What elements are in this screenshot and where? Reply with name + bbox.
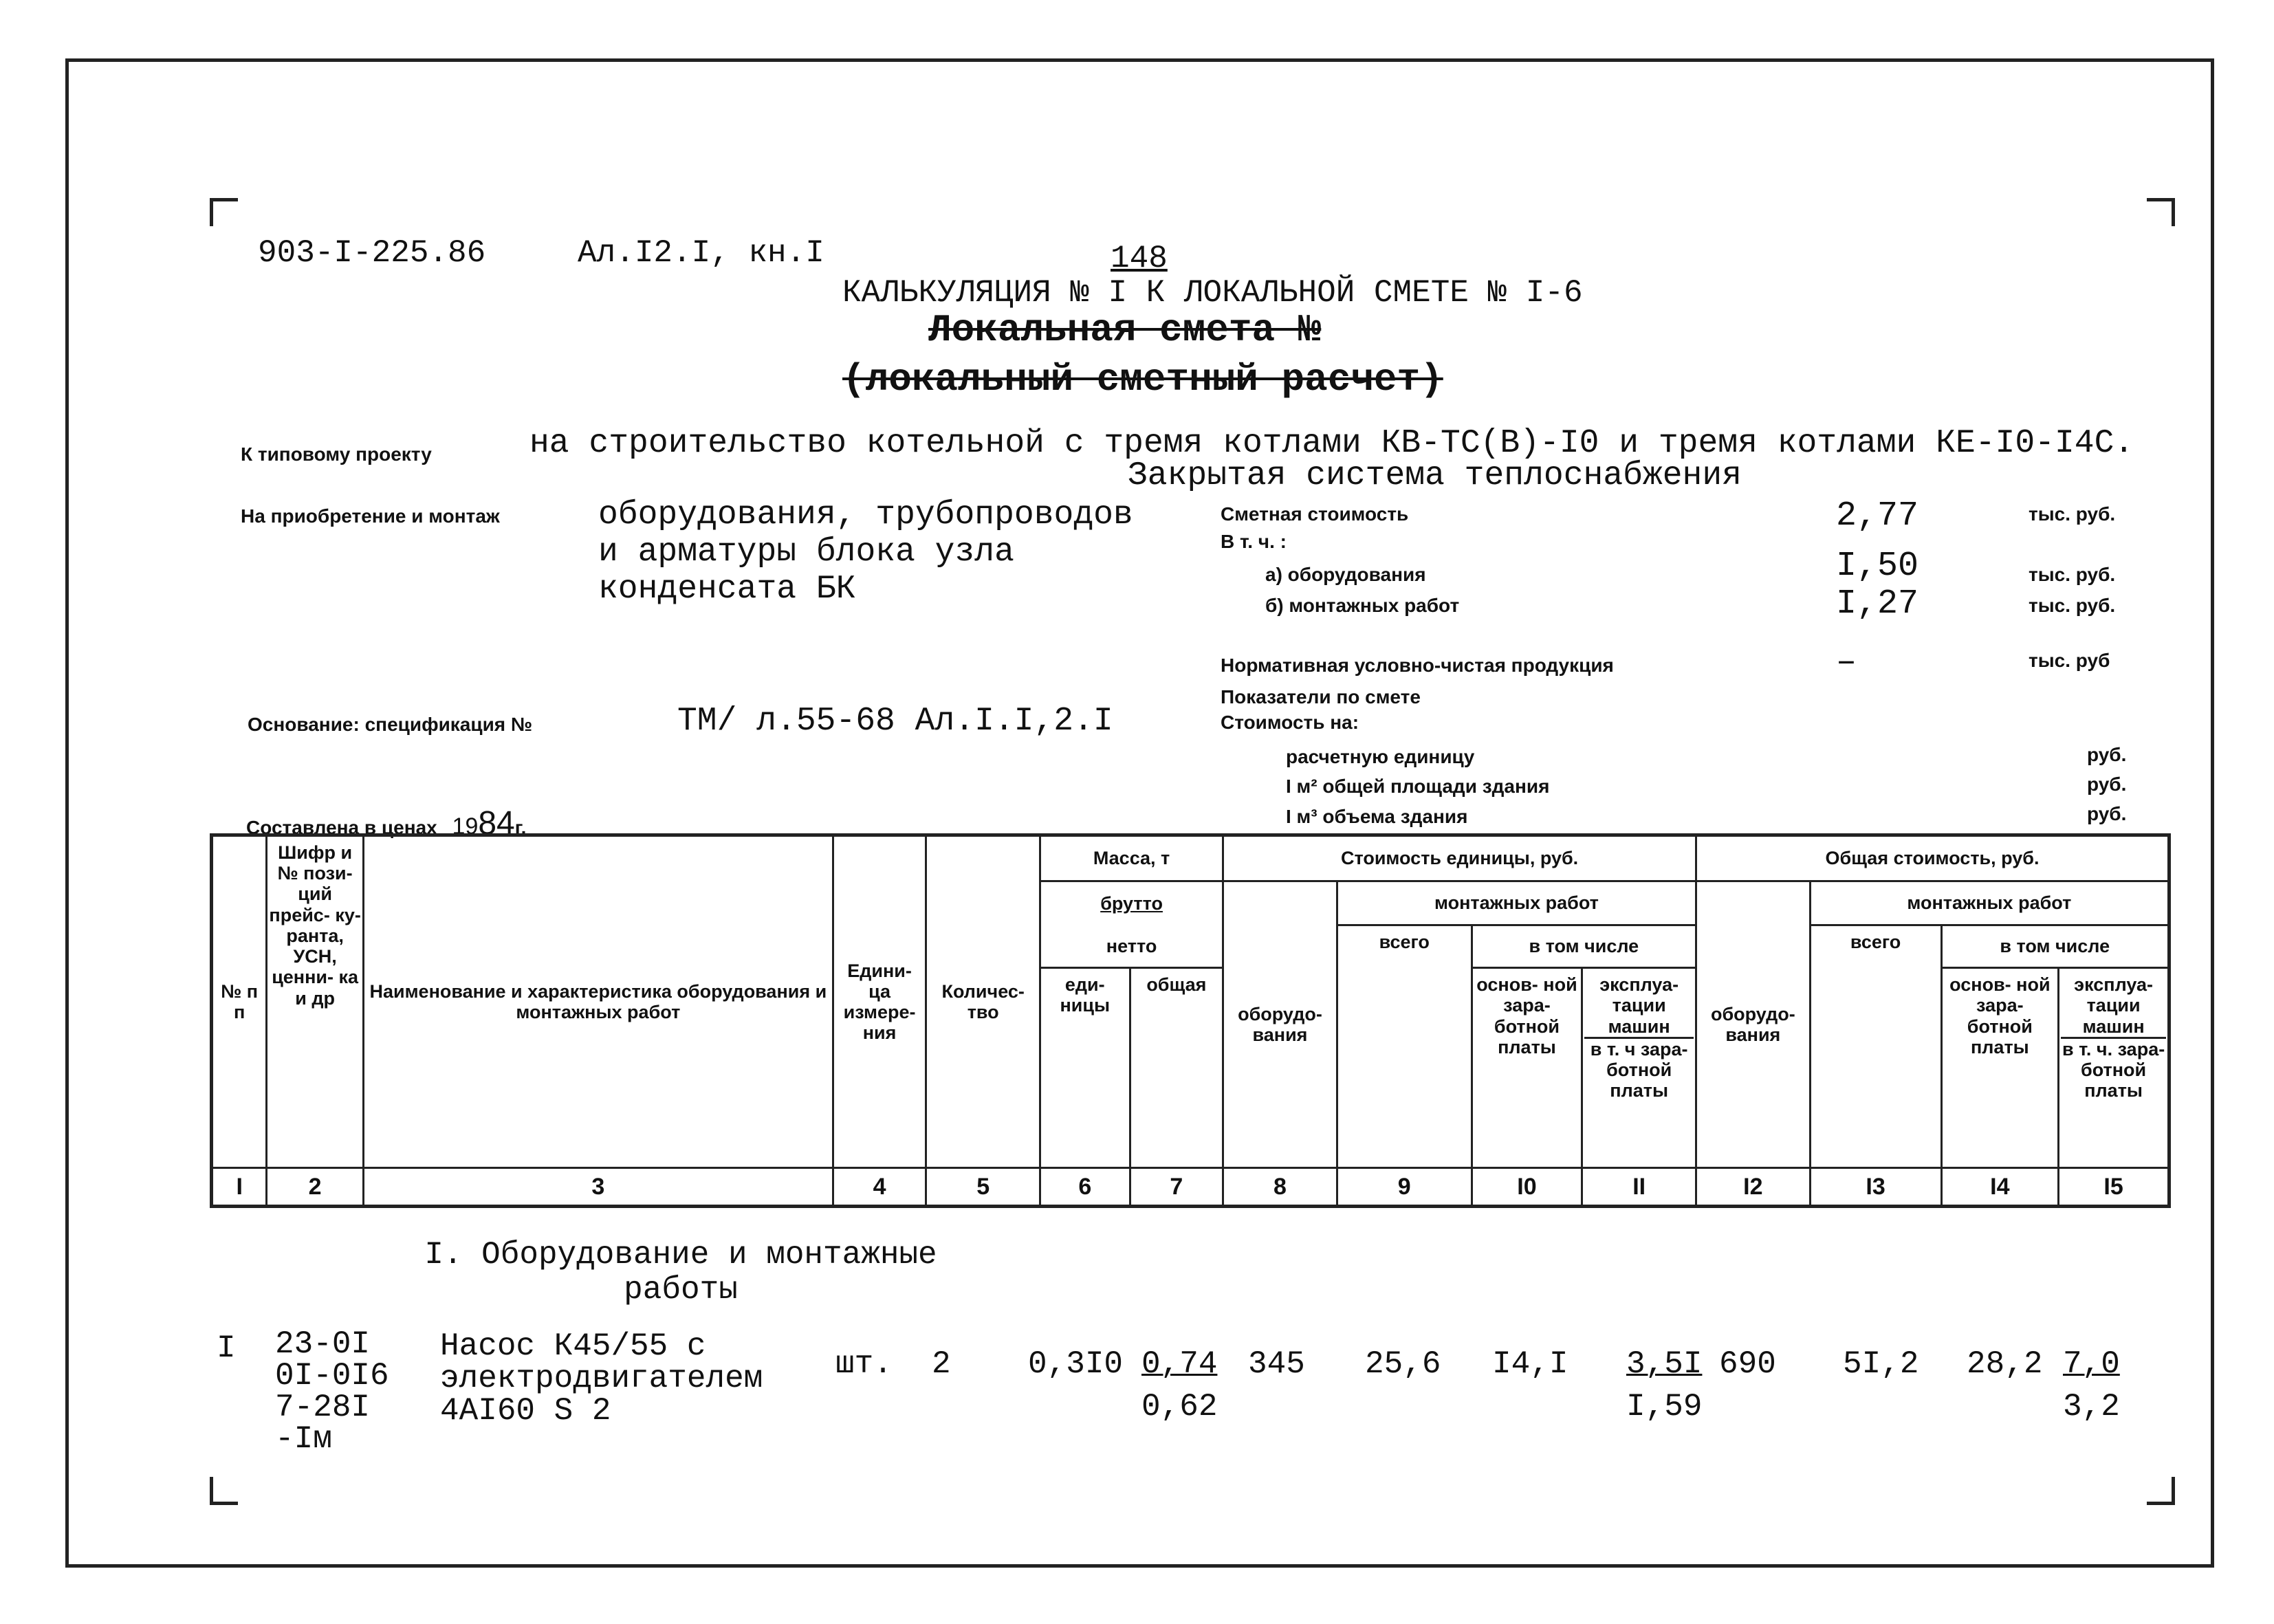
th-total-machines-wages: в т. ч. зара- ботной платы	[2062, 1038, 2165, 1101]
row-unit-install-all: 25,6	[1365, 1346, 1441, 1382]
column-number: 9	[1337, 1168, 1472, 1207]
row-code-1: 23-0I	[275, 1326, 371, 1362]
row-unit-machines: 3,5I	[1626, 1346, 1703, 1382]
th-unit-equipment: оборудо- вания	[1223, 881, 1337, 1168]
column-number: 5	[926, 1168, 1040, 1207]
th-total-machines-text: эксплуа- тации машин	[2061, 974, 2166, 1039]
column-number: 8	[1223, 1168, 1337, 1207]
section-title-line-2: работы	[624, 1271, 738, 1308]
equipment-cost-value: I,50	[1836, 547, 1919, 586]
row-code-3: 7-28I	[275, 1390, 371, 1425]
column-number: I2	[1696, 1168, 1811, 1207]
estimated-cost-unit: тыс. руб.	[2029, 503, 2116, 525]
th-unit-wages: основ- ной зара- ботной платы	[1472, 968, 1582, 1168]
per-area-label: I м² общей площади здания	[1286, 776, 1550, 797]
column-number: II	[1582, 1168, 1696, 1207]
per-unit-rub: руб.	[2087, 744, 2127, 765]
row-name-1: Насос К45/55 с	[440, 1328, 706, 1364]
doc-code: 903-I-225.86	[258, 235, 486, 271]
row-mass-total-net: 0,62	[1141, 1389, 1218, 1425]
cost-per-label: Стоимость на:	[1221, 712, 1359, 733]
estimated-cost-label: Сметная стоимость	[1221, 503, 1409, 525]
normative-value: –	[1836, 643, 1857, 682]
corner-mark-bottom-left	[210, 1477, 238, 1505]
install-cost-value: I,27	[1836, 584, 1919, 624]
section-title	[406, 1238, 956, 1307]
basis-label: Основание: спецификация №	[248, 714, 533, 735]
purchase-line-2: и арматуры блока узла	[598, 534, 1014, 571]
th-unit-machines	[1582, 968, 1696, 1168]
th-name: Наименование и характеристика оборудования и монтажных работ	[363, 835, 833, 1168]
th-unit-machines-wages: в т. ч зара- ботной платы	[1590, 1038, 1688, 1101]
th-total-equipment: оборудо- вания	[1696, 881, 1811, 1168]
row-mass-unit: 0,3I0	[1028, 1346, 1124, 1382]
normative-unit: тыс. руб	[2029, 650, 2110, 671]
row-qty: 2	[932, 1346, 951, 1382]
th-net: нетто	[1040, 925, 1223, 967]
th-mass-total: общая	[1130, 968, 1223, 1168]
row-total-machines-wages: 3,2	[2063, 1389, 2120, 1425]
corner-mark-bottom-right	[2147, 1477, 2175, 1505]
th-qty: Количес- тво	[926, 835, 1040, 1168]
th-total-wages: основ- ной зара- ботной платы	[1941, 968, 2059, 1168]
th-code: Шифр и № пози- ций прейс- ку- ранта, УСН, ценни- ка и др	[267, 835, 364, 1168]
per-area-rub: руб.	[2087, 773, 2127, 795]
th-gross-text: брутто	[1100, 892, 1163, 914]
th-total-all: всего	[1810, 925, 1941, 1167]
th-mass-per-unit: еди- ницы	[1040, 968, 1130, 1168]
row-no: I	[217, 1330, 236, 1366]
prices-label-text: Составлена в ценах	[246, 817, 437, 838]
column-number: I4	[1941, 1168, 2059, 1207]
row-unit-equipment: 345	[1248, 1346, 1305, 1382]
estimated-cost-value: 2,77	[1836, 496, 1919, 536]
th-mass: Масса, т	[1040, 835, 1223, 881]
struck-title-2: (локальный сметный расчет)	[842, 358, 1443, 402]
equipment-cost-label: а) оборудования	[1265, 564, 1426, 585]
page-number: 148	[1111, 241, 1168, 276]
column-number: 7	[1130, 1168, 1223, 1207]
section-title-line-1: I. Оборудование и монтажные	[424, 1237, 937, 1273]
row-total-machines: 7,0	[2063, 1346, 2120, 1382]
column-number: 6	[1040, 1168, 1130, 1207]
struck-title-1: Локальная смета №	[928, 308, 1322, 352]
column-number: 3	[363, 1168, 833, 1207]
row-unit-machines-wages: I,59	[1626, 1389, 1703, 1425]
album-ref: Ал.I2.I, кн.I	[578, 235, 824, 271]
row-code	[275, 1328, 389, 1455]
indicators-label: Показатели по смете	[1221, 686, 1421, 707]
column-number: I3	[1810, 1168, 1941, 1207]
purchase-line-3: конденсата БК	[598, 571, 856, 608]
calc-title: КАЛЬКУЛЯЦИЯ № I К ЛОКАЛЬНОЙ СМЕТЕ № I-6	[842, 275, 1583, 311]
th-unit: Едини- ца измере- ния	[833, 835, 926, 1168]
row-total-install-all: 5I,2	[1843, 1346, 1919, 1382]
install-cost-unit: тыс. руб.	[2029, 595, 2116, 616]
th-gross	[1040, 881, 1223, 925]
th-total-cost: Общая стоимость, руб.	[1696, 835, 2169, 881]
estimate-table-header	[210, 833, 2171, 1208]
row-mass-total-gross: 0,74	[1141, 1346, 1218, 1382]
th-unit-machines-text: эксплуа- тации машин	[1584, 974, 1694, 1039]
column-number-row	[212, 1168, 2169, 1207]
row-name-2: электродвигателем	[440, 1360, 763, 1396]
th-no: № п п	[212, 835, 267, 1168]
th-unit-cost: Стоимость единицы, руб.	[1223, 835, 1696, 881]
project-line-1: на строительство котельной с тремя котлами КВ-ТС(В)-I0 и тремя котлами КЕ-I0-I4С.	[529, 425, 2134, 462]
basis-value: ТМ/ л.55-68 Ал.I.I,2.I	[677, 703, 1113, 740]
row-code-4: -Iм	[275, 1421, 332, 1457]
purchase-line-1: оборудования, трубопроводов	[598, 496, 1133, 534]
prices-suffix: г.	[514, 817, 527, 838]
th-unit-install: монтажных работ	[1337, 881, 1696, 925]
equipment-cost-unit: тыс. руб.	[2029, 564, 2116, 585]
row-unit: шт.	[835, 1346, 893, 1382]
incl-label: В т. ч. :	[1221, 531, 1287, 552]
corner-mark-top-left	[210, 198, 238, 226]
row-unit-wages: I4,I	[1492, 1346, 1568, 1382]
column-number: 4	[833, 1168, 926, 1207]
prices-year-19: 19	[452, 813, 479, 840]
purchase-label: На приобретение и монтаж	[241, 505, 500, 527]
project-line-2: Закрытая система теплоснабжения	[1128, 457, 1742, 494]
column-number: I0	[1472, 1168, 1582, 1207]
th-unit-incl: в том числе	[1472, 925, 1696, 967]
per-volume-label: I м³ объема здания	[1286, 806, 1468, 827]
row-name-3: 4АI60 S 2	[440, 1392, 611, 1429]
prices-year-handwritten: 84	[478, 805, 515, 842]
column-number: 2	[267, 1168, 364, 1207]
row-total-wages: 28,2	[1967, 1346, 2043, 1382]
th-total-machines	[2059, 968, 2169, 1168]
column-number: I	[212, 1168, 267, 1207]
row-code-2: 0I-0I6	[275, 1358, 389, 1394]
corner-mark-top-right	[2147, 198, 2175, 226]
install-cost-label: б) монтажных работ	[1265, 595, 1460, 616]
project-label: К типовому проекту	[241, 443, 432, 465]
th-total-install: монтажных работ	[1810, 881, 2169, 925]
th-total-incl: в том числе	[1941, 925, 2169, 967]
per-unit-label: расчетную единицу	[1286, 746, 1475, 767]
th-unit-all: всего	[1337, 925, 1472, 1167]
row-total-equipment: 690	[1719, 1346, 1776, 1382]
row-name	[440, 1330, 763, 1427]
per-volume-rub: руб.	[2087, 803, 2127, 824]
normative-label: Нормативная условно-чистая продукция	[1221, 655, 1614, 676]
column-number: I5	[2059, 1168, 2169, 1207]
